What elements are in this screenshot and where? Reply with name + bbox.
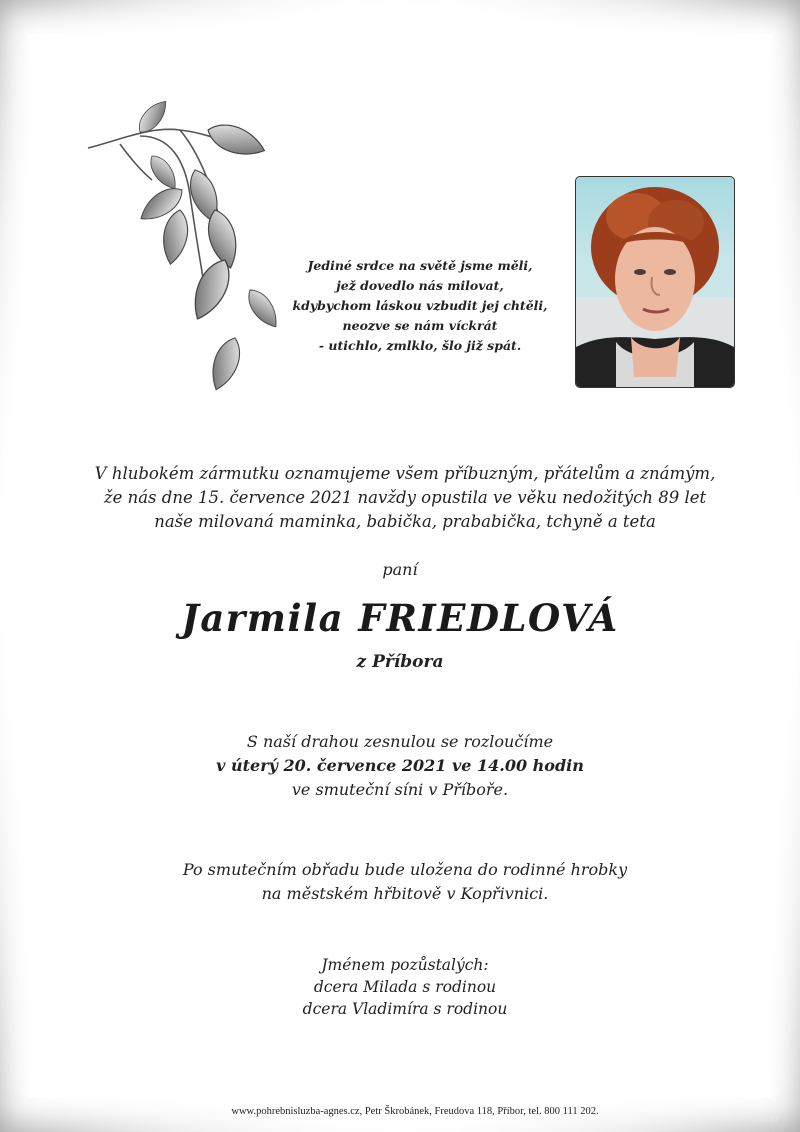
memorial-poem xyxy=(270,256,570,356)
announcement-text xyxy=(60,462,750,534)
burial-line: Po smutečním obřadu bude uložena do rodinné hrobky xyxy=(182,860,628,879)
portrait-photo xyxy=(575,176,735,388)
poem-line: jež dovedlo nás milovat, xyxy=(336,278,504,293)
deceased-title: paní xyxy=(382,560,418,579)
burial-line: na městském hřbitově v Kopřivnici. xyxy=(261,884,549,903)
deceased-name: Jarmila FRIEDLOVÁ xyxy=(181,596,619,640)
ceremony-place: ve smuteční síni v Příboře. xyxy=(291,780,509,799)
family-heading: Jménem pozůstalých: xyxy=(321,956,489,974)
announcement-line: naše milovaná maminka, babička, prababička, tchyně a teta xyxy=(154,512,656,531)
poem-line: kdybychom láskou vzbudit jej chtěli, xyxy=(292,298,548,313)
announcement-line: V hlubokém zármutku oznamujeme všem příbuzným, přátelům a známým, xyxy=(94,464,716,483)
poem-line: - utichlo, zmlklo, šlo již spát. xyxy=(318,338,522,353)
ceremony-datetime: v úterý 20. července 2021 ve 14.00 hodin xyxy=(216,756,584,775)
announcement-line: že nás dne 15. července 2021 navždy opustila ve věku nedožitých 89 let xyxy=(103,488,707,507)
family-signature xyxy=(250,954,560,1020)
birch-branch-icon xyxy=(80,100,300,410)
copyright-mark: © MCBT xyxy=(752,1117,779,1124)
ceremony-line: S naší drahou zesnulou se rozloučíme xyxy=(246,732,554,751)
poem-line: Jediné srdce na světě jsme měli, xyxy=(307,258,533,273)
deceased-origin: z Příbora xyxy=(356,652,444,672)
ceremony-info xyxy=(150,730,650,802)
footer-contact: www.pohrebnisluzba-agnes.cz, Petr Škrobánek, Freudova 118, Příbor, tel. 800 111 202. xyxy=(231,1106,599,1117)
portrait-illustration xyxy=(576,177,734,387)
poem-line: neozve se nám víckrát xyxy=(342,318,498,333)
burial-info xyxy=(120,858,690,906)
family-member: dcera Vladimíra s rodinou xyxy=(302,1000,508,1018)
family-member: dcera Milada s rodinou xyxy=(313,978,497,996)
